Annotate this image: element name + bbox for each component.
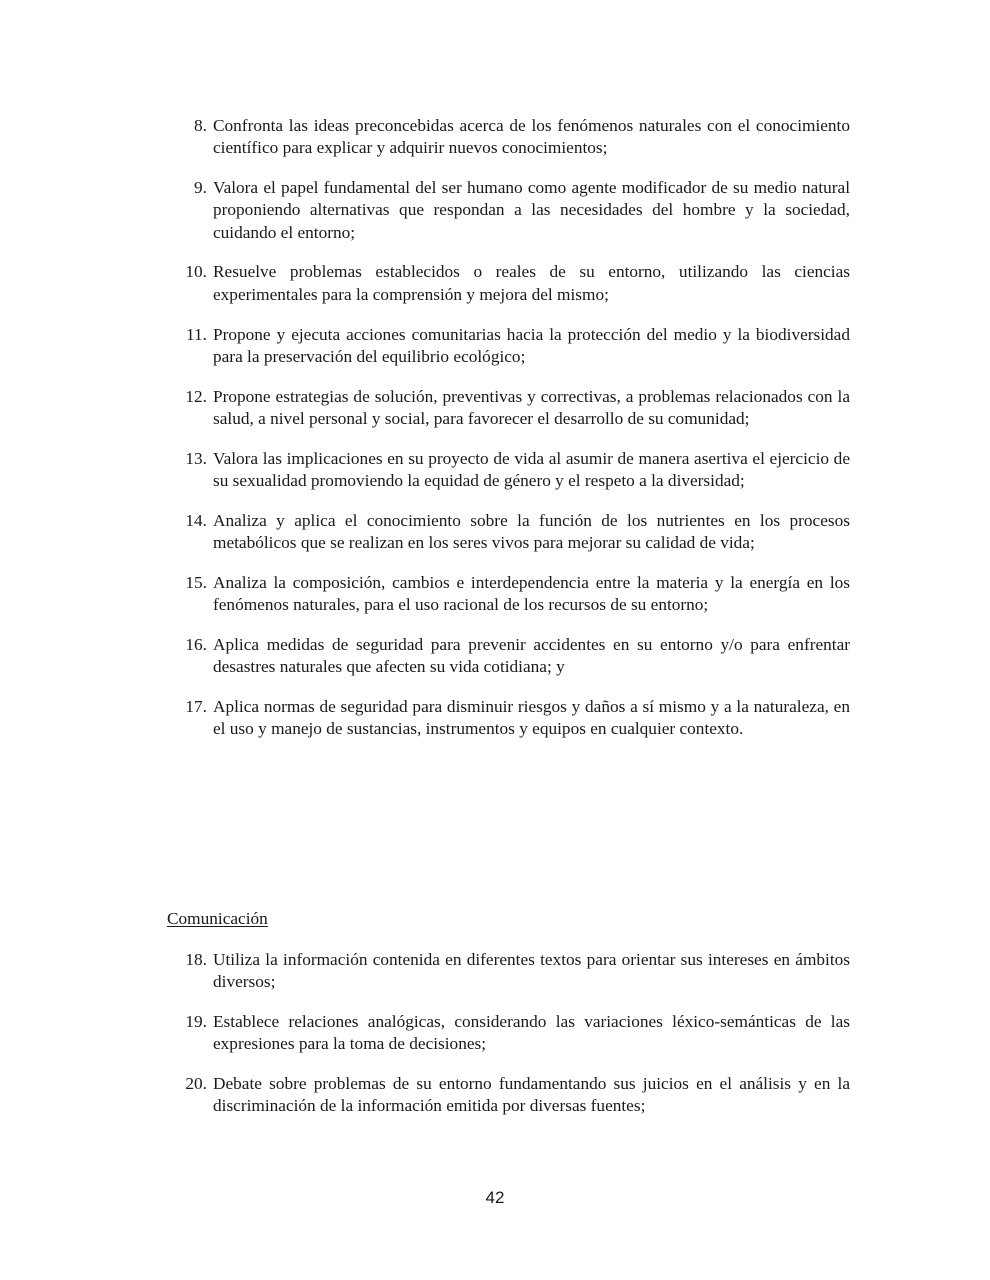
- item-text: Aplica medidas de seguridad para prevenir accidentes en su entorno y/o para enfrentar desastres naturales que afecten su vida cotidiana; y: [213, 635, 850, 677]
- item-number: 12.: [185, 386, 207, 406]
- list-item: [167, 696, 850, 741]
- item-text: Valora el papel fundamental del ser humano como agente modificador de su medio natural proponiendo alternativas que respondan a las necesidades del hombre y la sociedad, cuidando el entorno;: [213, 178, 850, 242]
- item-number: 19.: [185, 1012, 207, 1032]
- list-item: [167, 324, 850, 369]
- item-number: 9.: [194, 178, 207, 198]
- list-item: [167, 634, 850, 679]
- list-item: [167, 386, 850, 431]
- item-text: Analiza y aplica el conocimiento sobre la función de los nutrientes en los procesos metabólicos que se realizan en los seres vivos para mejorar su calidad de vida;: [213, 510, 850, 553]
- page-number: 42: [485, 1188, 505, 1207]
- competency-list-science: [167, 115, 850, 758]
- item-number: 17.: [185, 697, 207, 717]
- item-number: 11.: [186, 324, 207, 344]
- item-number: 15.: [185, 572, 207, 592]
- item-text: Resuelve problemas establecidos o reales de su entorno, utilizando las ciencias experimentales para la comprensión y mejora del mismo;: [213, 262, 850, 304]
- list-item: [167, 949, 850, 994]
- item-number: 8.: [194, 116, 207, 135]
- item-text: Aplica normas de seguridad para disminuir riesgos y daños a sí mismo y a la naturaleza, en el uso y manejo de sustancias, instrumentos y equipos en cualquier contexto.: [213, 697, 850, 739]
- list-item: [167, 572, 850, 617]
- item-text: Establece relaciones analógicas, considerando las variaciones léxico-semánticas de las expresiones para la toma de decisiones;: [213, 1012, 850, 1054]
- item-text: Utiliza la información contenida en diferentes textos para orientar sus intereses en ámbitos diversos;: [213, 950, 850, 992]
- section-heading-comunicacion: Comunicación: [167, 909, 268, 928]
- list-item: [167, 448, 850, 493]
- item-text: Debate sobre problemas de su entorno fundamentando sus juicios en el análisis y en la discriminación de la información emitida por diversas fuentes;: [213, 1074, 850, 1116]
- competency-list-communication: [167, 949, 850, 1135]
- item-text: Confronta las ideas preconcebidas acerca de los fenómenos naturales con el conocimiento científico para explicar y adquirir nuevos conocimientos;: [213, 116, 850, 158]
- list-item: [167, 1011, 850, 1056]
- item-number: 14.: [185, 510, 207, 530]
- list-item: [167, 510, 850, 555]
- list-item: [167, 115, 850, 160]
- item-number: 20.: [185, 1074, 207, 1094]
- item-text: Valora las implicaciones en su proyecto de vida al asumir de manera asertiva el ejercicio de su sexualidad promoviendo la equidad de género y el respeto a la diversidad;: [213, 448, 850, 491]
- list-item: [167, 261, 850, 306]
- item-number: 13.: [185, 448, 207, 468]
- item-number: 18.: [185, 950, 207, 969]
- item-text: Propone estrategias de solución, preventivas y correctivas, a problemas relacionados con la salud, a nivel personal y social, para favorecer el desarrollo de su comunidad;: [213, 386, 850, 428]
- item-number: 10.: [185, 262, 207, 282]
- list-item: [167, 177, 850, 244]
- item-text: Propone y ejecuta acciones comunitarias hacia la protección del medio y la biodiversidad para la preservación del equilibrio ecológico;: [213, 324, 850, 366]
- item-number: 16.: [185, 635, 207, 655]
- item-text: Analiza la composición, cambios e interdependencia entre la materia y la energía en los fenómenos naturales, para el uso racional de los recursos de su entorno;: [213, 572, 850, 615]
- list-item: [167, 1073, 850, 1118]
